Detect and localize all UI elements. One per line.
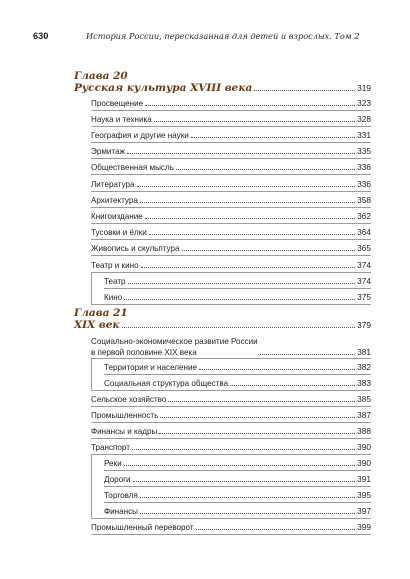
dot-leader [199, 369, 355, 370]
toc-subentry[interactable] [104, 362, 371, 373]
entry-page: 362 [357, 211, 371, 221]
entry-page: 374 [357, 276, 371, 286]
dot-leader [182, 250, 356, 251]
dot-leader [141, 267, 356, 268]
toc-subentry[interactable] [104, 506, 371, 517]
divider [91, 534, 371, 535]
entry-page: 336 [357, 162, 371, 172]
divider [104, 470, 371, 471]
page-number: 630 [33, 31, 49, 41]
chapter-page: 379 [357, 320, 371, 330]
divider [91, 223, 371, 224]
entry-title: Книгоиздание [91, 212, 143, 221]
dot-leader [145, 105, 355, 106]
entry-title-line-1: Социально-экономическое развитие России [91, 337, 258, 346]
divider [104, 288, 371, 289]
divider [104, 486, 371, 487]
divider [91, 358, 371, 359]
toc-entry[interactable] [91, 394, 371, 405]
entry-page: 323 [357, 98, 371, 108]
toc-entry[interactable] [91, 162, 371, 173]
entry-page: 335 [357, 146, 371, 156]
toc-subentry[interactable] [104, 474, 371, 485]
entry-page: 390 [357, 442, 371, 452]
divider [91, 255, 371, 256]
dot-leader [128, 283, 356, 284]
divider [91, 142, 371, 143]
entry-page: 331 [357, 130, 371, 140]
entry-page: 391 [357, 474, 371, 484]
chapter-21-heading [74, 307, 371, 333]
toc-entry[interactable] [91, 146, 371, 157]
toc-entry[interactable] [91, 114, 371, 125]
subsection-bracket [91, 454, 92, 518]
dot-leader [154, 121, 355, 122]
toc-subentry[interactable] [104, 292, 371, 303]
entry-page: 365 [357, 243, 371, 253]
entry-page: 375 [357, 292, 371, 302]
toc-entry[interactable] [91, 522, 371, 533]
dot-leader [168, 401, 355, 402]
entry-title: Сельское хозяйство [91, 395, 167, 404]
entry-title: Наука и техника [91, 115, 152, 124]
entry-page: 390 [357, 458, 371, 468]
entry-title [91, 336, 258, 358]
entry-page: 399 [357, 522, 371, 532]
toc-entry[interactable] [91, 227, 371, 238]
entry-page: 358 [357, 195, 371, 205]
chapter-title: Русская культура XVIII века [74, 82, 253, 94]
entry-title: География и другие науки [91, 131, 189, 140]
chapter-label: Глава 21 [74, 307, 128, 319]
entry-title: Эрмитаж [91, 147, 125, 156]
toc-entry[interactable] [91, 442, 371, 453]
toc-entry[interactable] [91, 410, 371, 421]
entry-title: Архитектура [91, 196, 138, 205]
dot-leader [159, 433, 355, 434]
entry-title: Торговля [104, 491, 138, 500]
entry-title: Тусовки и ёлки [91, 228, 147, 237]
dot-leader [145, 218, 355, 219]
chapter-label: Глава 20 [74, 70, 128, 82]
divider [91, 454, 371, 455]
entry-page: 336 [357, 179, 371, 189]
entry-title: Просвещение [91, 99, 144, 108]
chapter-page: 319 [357, 83, 371, 93]
toc-entry[interactable] [91, 426, 371, 437]
toc-subentry[interactable] [104, 458, 371, 469]
entry-page: 383 [357, 378, 371, 388]
dot-leader [140, 497, 355, 498]
dot-leader [191, 137, 355, 138]
entry-title: Реки [104, 459, 122, 468]
divider [104, 502, 371, 503]
entry-page: 328 [357, 114, 371, 124]
subsection-bracket [91, 358, 92, 390]
entry-title: Территория и население [104, 363, 198, 372]
entry-page: 385 [357, 394, 371, 404]
dot-leader [140, 513, 355, 514]
entry-title: Общественная мысль [91, 163, 174, 172]
toc-entry[interactable] [91, 195, 371, 206]
toc-entry[interactable] [91, 211, 371, 222]
entry-title: Промышленность [91, 411, 159, 420]
chapter-title-row[interactable] [74, 82, 371, 96]
toc-subentry[interactable] [104, 276, 371, 287]
dot-leader [127, 153, 355, 154]
dot-leader [196, 529, 356, 530]
entry-page: 395 [357, 490, 371, 500]
chapter-title: XIX век [74, 319, 120, 331]
toc-entry[interactable] [91, 130, 371, 141]
dot-leader [133, 481, 356, 482]
entry-title-line-2: в первой половине XIX века [91, 348, 197, 357]
divider [91, 406, 371, 407]
entry-title: Промышленный переворот [91, 523, 194, 532]
divider [91, 110, 371, 111]
dot-leader [132, 449, 355, 450]
entry-title: Дороги [104, 475, 131, 484]
toc-subentry[interactable] [104, 378, 371, 389]
dot-leader [140, 202, 355, 203]
entry-title: Театр [104, 277, 126, 286]
divider [91, 272, 371, 273]
divider [91, 158, 371, 159]
entry-title: Социальная структура общества [104, 379, 229, 388]
entry-title: Литература [91, 180, 135, 189]
dot-leader [230, 385, 355, 386]
entry-title: Транспорт [91, 443, 130, 452]
dot-leader [124, 299, 355, 300]
entry-page: 374 [357, 260, 371, 270]
dot-leader [260, 354, 355, 355]
entry-title: Финансы [104, 507, 138, 516]
divider [91, 390, 371, 391]
entry-page: 397 [357, 506, 371, 516]
divider [91, 207, 371, 208]
toc-entry[interactable] [91, 335, 371, 358]
entry-title: Финансы и кадры [91, 427, 158, 436]
divider [91, 438, 371, 439]
chapter-title-row[interactable] [74, 319, 371, 333]
toc-subentry[interactable] [104, 490, 371, 501]
dot-leader [254, 90, 355, 91]
toc-entry[interactable] [91, 179, 371, 190]
entry-page: 387 [357, 410, 371, 420]
dot-leader [160, 417, 355, 418]
entry-page: 364 [357, 227, 371, 237]
divider [91, 422, 371, 423]
entry-title: Кино [104, 293, 123, 302]
dot-leader [137, 186, 356, 187]
book-title: История России, пересказанная для детей и взрослых. Том 2 [86, 31, 360, 41]
running-head [0, 29, 410, 43]
dot-leader [149, 234, 355, 235]
dot-leader [124, 465, 356, 466]
dot-leader [122, 327, 356, 328]
divider [91, 126, 371, 127]
entry-page: 381 [357, 347, 371, 357]
divider [91, 174, 371, 175]
divider [91, 191, 371, 192]
divider [104, 374, 371, 375]
subsection-bracket [91, 272, 92, 304]
divider [91, 518, 371, 519]
entry-page: 382 [357, 362, 371, 372]
entry-page: 388 [357, 426, 371, 436]
entry-title: Театр и кино [91, 261, 139, 270]
chapter-20-heading [74, 70, 371, 96]
entry-title: Живопись и скульптура [91, 244, 180, 253]
toc-entry[interactable] [91, 243, 371, 254]
divider [91, 239, 371, 240]
divider [91, 304, 371, 305]
toc-entry[interactable] [91, 98, 371, 109]
toc-entry[interactable] [91, 260, 371, 271]
dot-leader [176, 169, 355, 170]
